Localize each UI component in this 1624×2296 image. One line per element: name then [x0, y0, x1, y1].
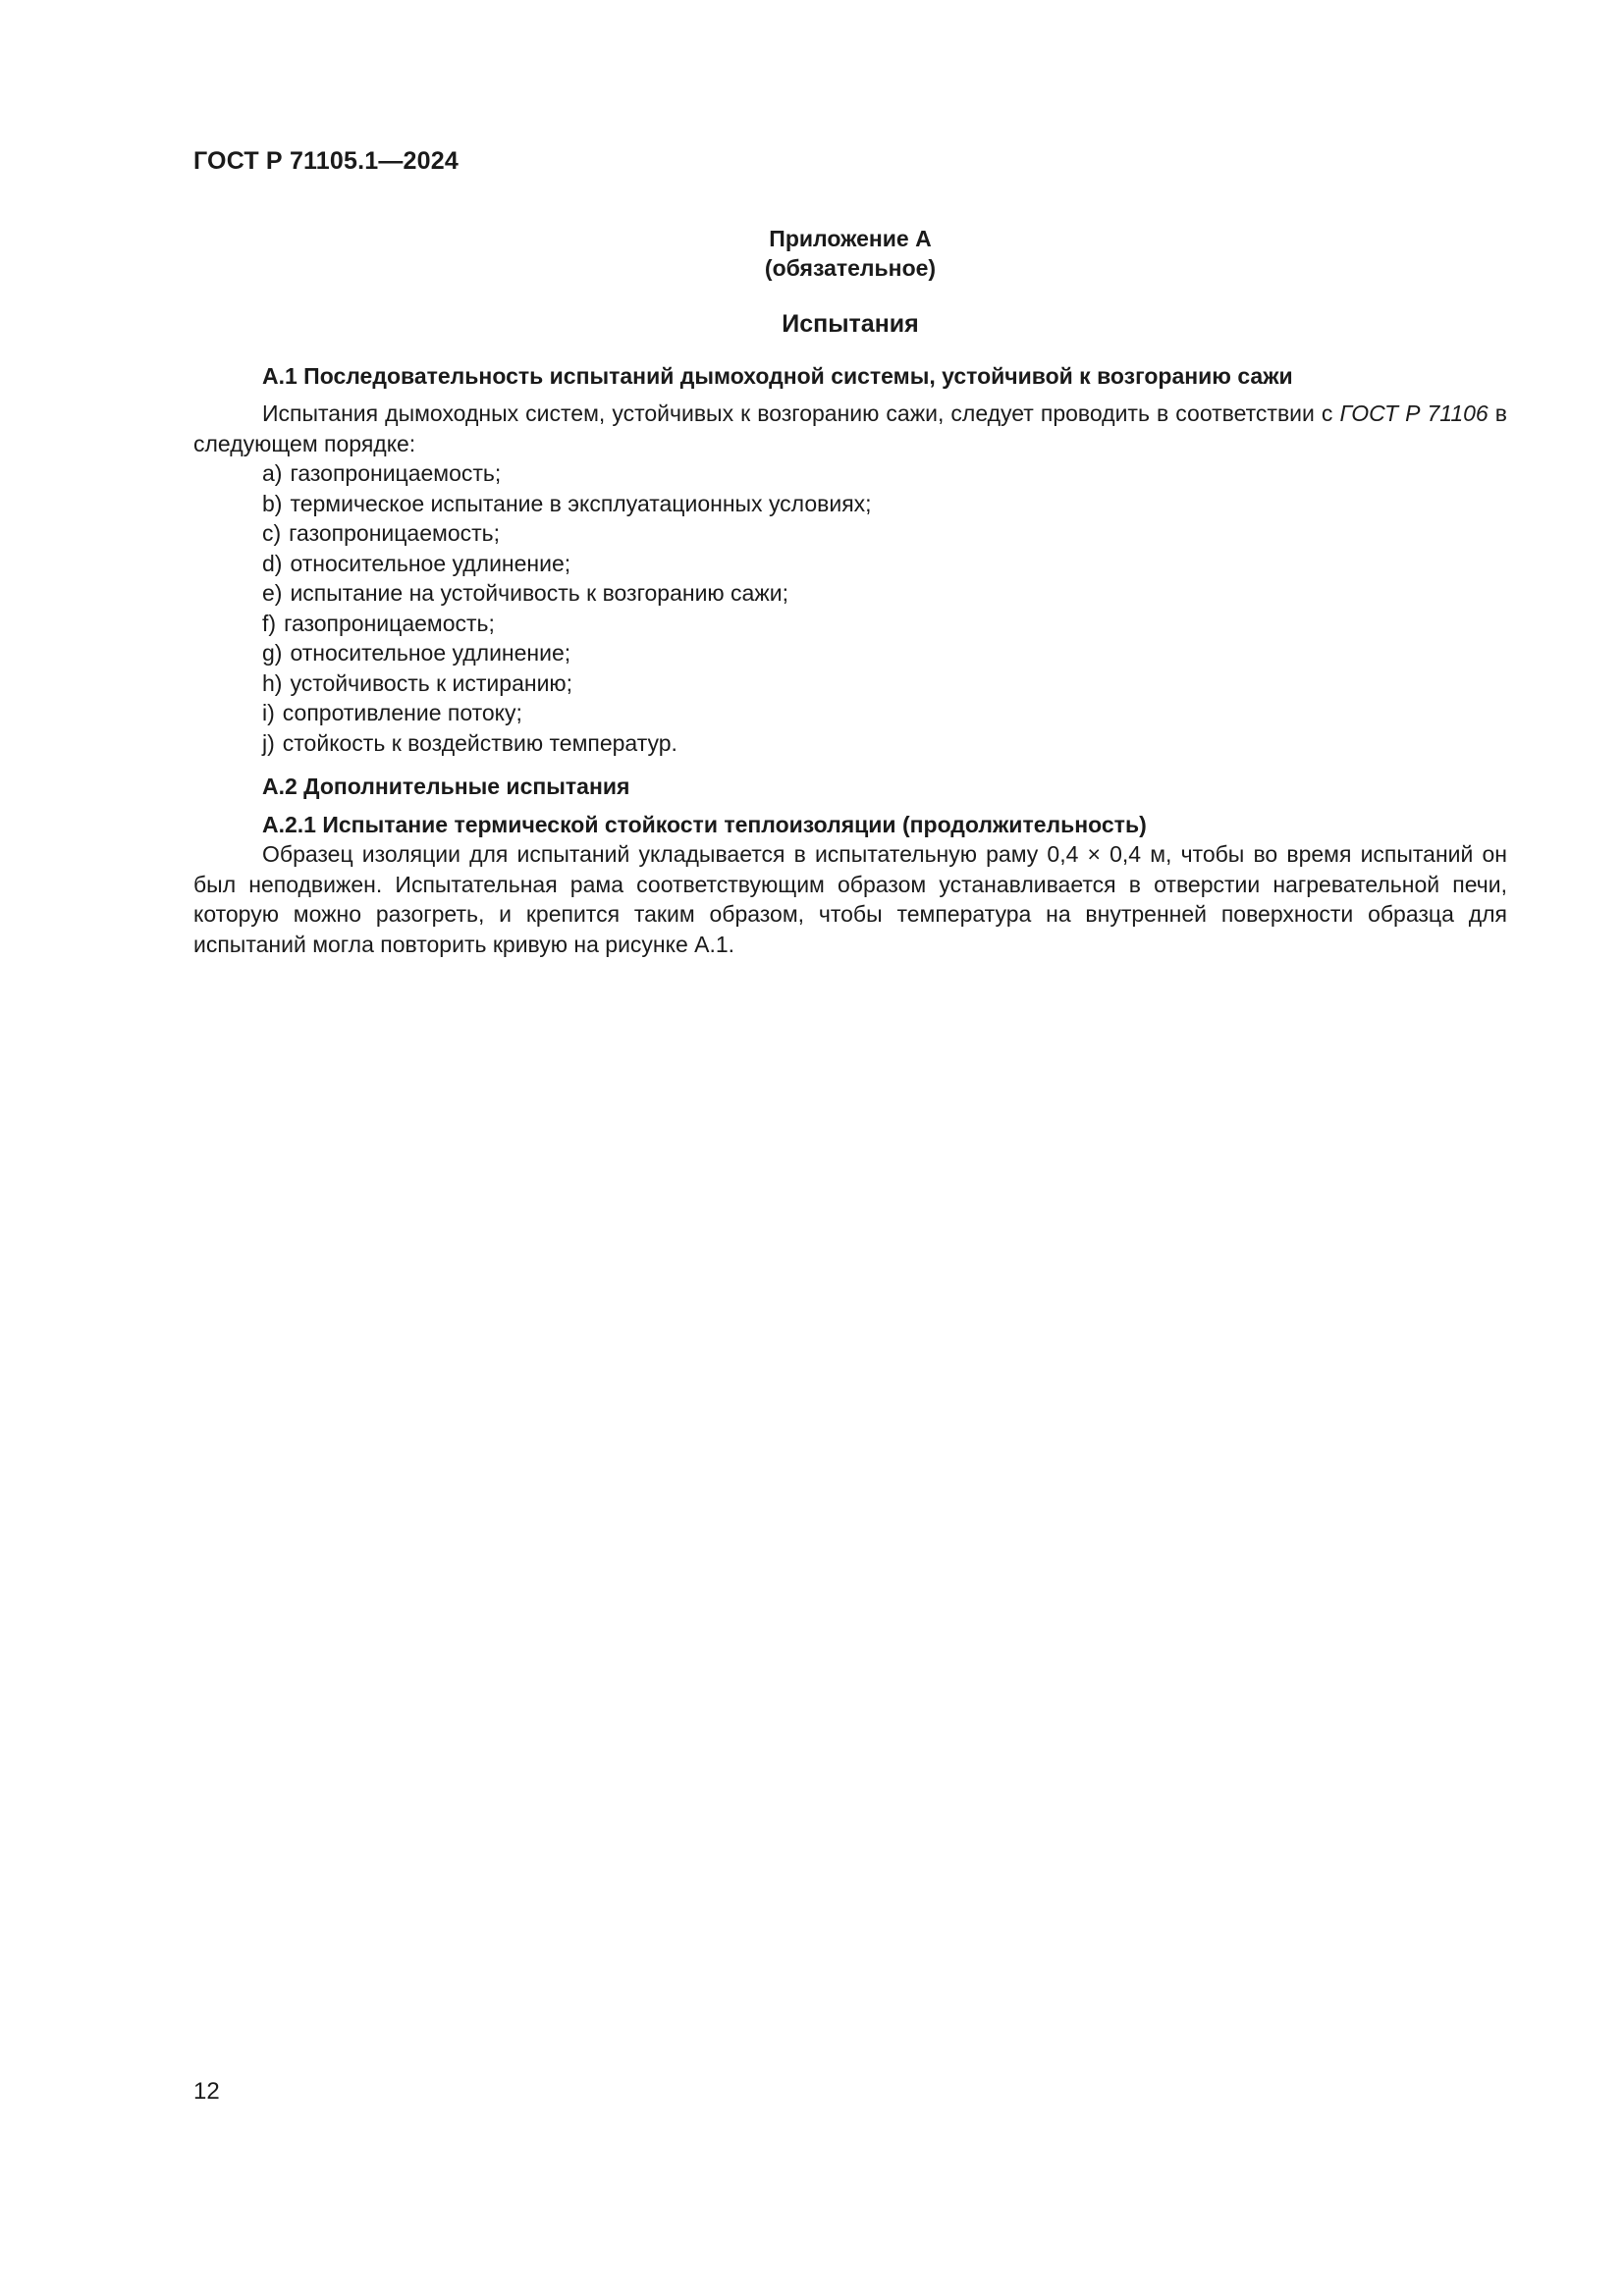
list-marker: g) — [262, 640, 283, 666]
document-code: ГОСТ Р 71105.1—2024 — [193, 147, 459, 175]
list-item — [193, 458, 1507, 489]
list-marker: e) — [262, 580, 283, 606]
list-item — [193, 489, 1507, 519]
list-marker: h) — [262, 669, 283, 696]
page-number: 12 — [193, 2078, 220, 2105]
intro-text-before: Испытания дымоходных систем, устойчивых к возгоранию сажи, следует проводить в соответствии с — [262, 400, 1340, 426]
list-item — [193, 698, 1507, 728]
list-item-text: газопроницаемость; — [284, 610, 495, 636]
list-item — [193, 578, 1507, 609]
list-marker: i) — [262, 700, 275, 725]
list-item-text: термическое испытание в эксплуатационных условиях; — [290, 490, 872, 516]
list-item-text: устойчивость к истиранию; — [290, 669, 573, 696]
list-marker: a) — [262, 460, 283, 486]
list-item-text: газопроницаемость; — [290, 460, 502, 486]
list-marker: c) — [262, 520, 282, 546]
appendix-status: (обязательное) — [764, 255, 937, 281]
section-a2-1-paragraph: Образец изоляции для испытаний укладывается в испытательную раму 0,4 × 0,4 м, чтобы во время испытаний он был неподвижен. Испытательная рама соответствующим образом устанавливается в отверстии нагревательной печи, которую можно разогреть, и крепится таким образом, чтобы температура на внутренней поверхности образца для испытаний могла повторить кривую на рисунке А.1. — [193, 841, 1507, 957]
list-item — [193, 518, 1507, 549]
section-a1-heading: А.1 Последовательность испытаний дымоходной системы, устойчивой к возгоранию сажи — [262, 362, 1293, 389]
section-a2-heading: А.2 Дополнительные испытания — [262, 774, 630, 799]
list-item — [193, 668, 1507, 699]
section-a1-intro — [193, 399, 1507, 458]
list-item-text: испытание на устойчивость к возгоранию сажи; — [290, 580, 788, 606]
list-marker: d) — [262, 550, 283, 576]
list-item — [193, 728, 1507, 759]
list-item — [193, 609, 1507, 639]
test-sequence-list — [193, 458, 1507, 758]
list-item-text: сопротивление потоку; — [282, 700, 522, 725]
list-marker: j) — [262, 729, 275, 756]
list-item-text: газопроницаемость; — [289, 520, 501, 546]
list-item — [193, 638, 1507, 668]
list-marker: f) — [262, 610, 277, 636]
appendix-title: Приложение А — [769, 226, 932, 251]
list-item — [193, 549, 1507, 579]
section-a2-1-heading: А.2.1 Испытание термической стойкости теплоизоляции (продолжительность) — [262, 811, 1147, 837]
list-marker: b) — [262, 490, 283, 516]
list-item-text: стойкость к воздействию температур. — [282, 729, 677, 756]
list-item-text: относительное удлинение; — [290, 550, 571, 576]
list-item-text: относительное удлинение; — [290, 640, 571, 666]
intro-text-after: в следующем порядке: — [193, 400, 1508, 456]
standard-reference: ГОСТ Р 71106 — [1339, 400, 1489, 426]
section-title: Испытания — [782, 310, 919, 338]
page-content — [193, 224, 1507, 959]
